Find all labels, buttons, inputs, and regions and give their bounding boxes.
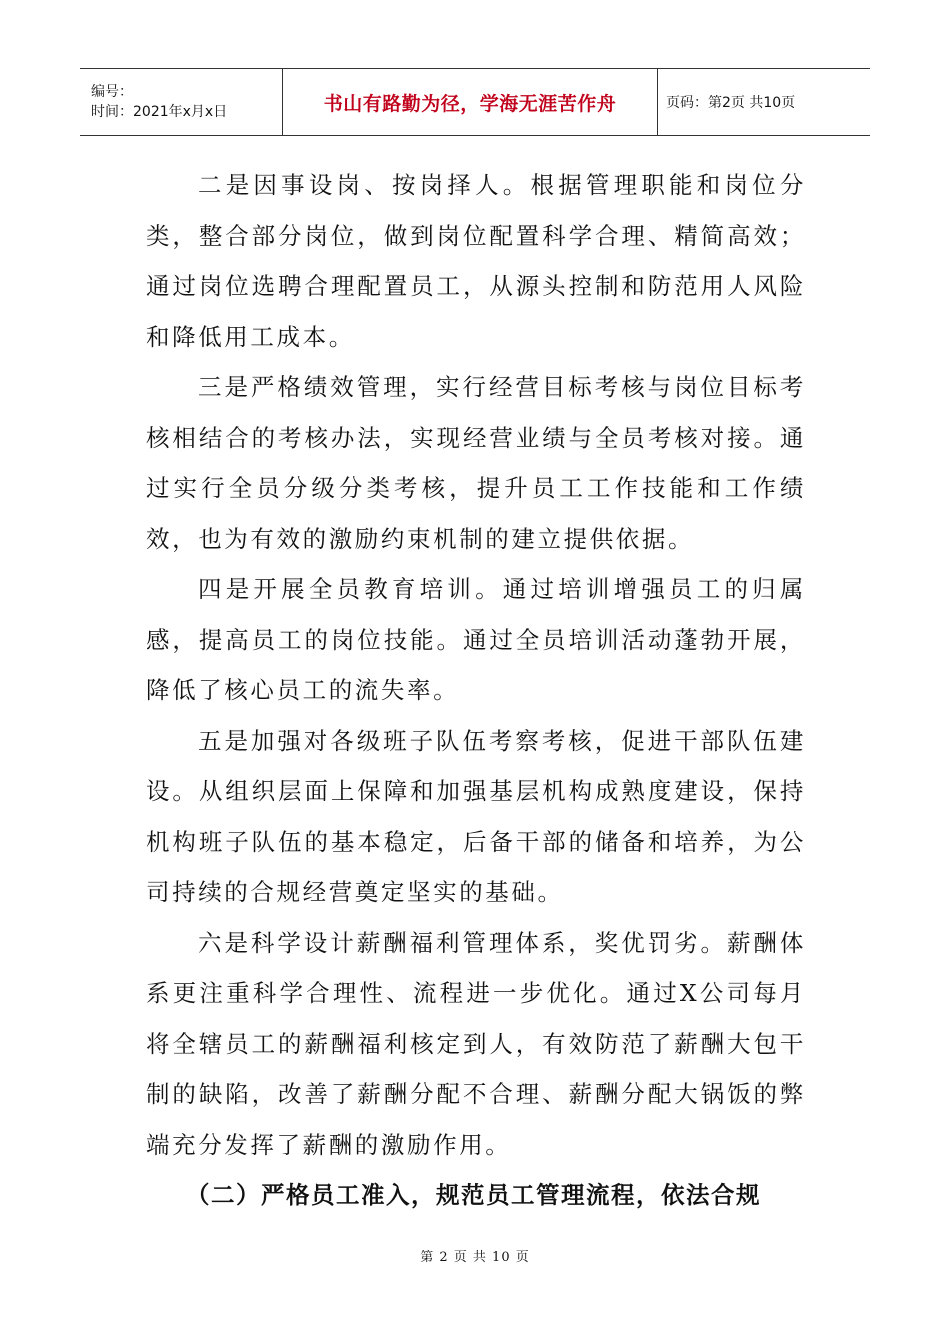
paragraph-4: 四是开展全员教育培训。通过培训增强员工的归属感，提高员工的岗位技能。通过全员培训活动蓬勃开展，降低了核心员工的流失率。 (146, 575, 806, 704)
page-header (80, 68, 870, 136)
page-info-text: 页码：第2页 共10页 (666, 95, 796, 111)
page-footer (0, 1246, 950, 1265)
section-heading: （二）严格员工准入，规范员工管理流程，依法合规 (186, 1181, 761, 1209)
paragraph-3: 三是严格绩效管理，实行经营目标考核与岗位目标考核相结合的考核办法，实现经营业绩与全员考核对接。通过实行全员分级分类考核，提升员工工作技能和工作绩效，也为有效的激励约束机制的建立提供依据。 (146, 373, 806, 553)
footer-page-number: 第 2 页 共 10 页 (420, 1250, 530, 1265)
serial-label: 编号： (91, 84, 133, 100)
header-meta (80, 69, 283, 135)
paragraph-2: 二是因事设岗、按岗择人。根据管理职能和岗位分类，整合部分岗位，做到岗位配置科学合理、精简高效；通过岗位选聘合理配置员工，从源头控制和防范用人风险和降低用工成本。 (146, 171, 806, 351)
document-body (146, 160, 806, 1221)
time-label: 时间：2021年x月x日 (91, 104, 228, 120)
header-motto (283, 69, 658, 135)
paragraph-6: 六是科学设计薪酬福利管理体系，奖优罚劣。薪酬体系更注重科学合理性、流程进一步优化。通过X公司每月将全辖员工的薪酬福利核定到人，有效防范了薪酬大包干制的缺陷，改善了薪酬分配不合理、薪酬分配大锅饭的弊端充分发挥了薪酬的激励作用。 (146, 928, 806, 1159)
header-page-info (658, 69, 870, 135)
paragraph-5: 五是加强对各级班子队伍考察考核，促进干部队伍建设。从组织层面上保障和加强基层机构成熟度建设，保持机构班子队伍的基本稳定，后备干部的储备和培养，为公司持续的合规经营奠定坚实的基础。 (146, 726, 806, 906)
motto-text: 书山有路勤为径，学海无涯苦作舟 (323, 92, 617, 115)
